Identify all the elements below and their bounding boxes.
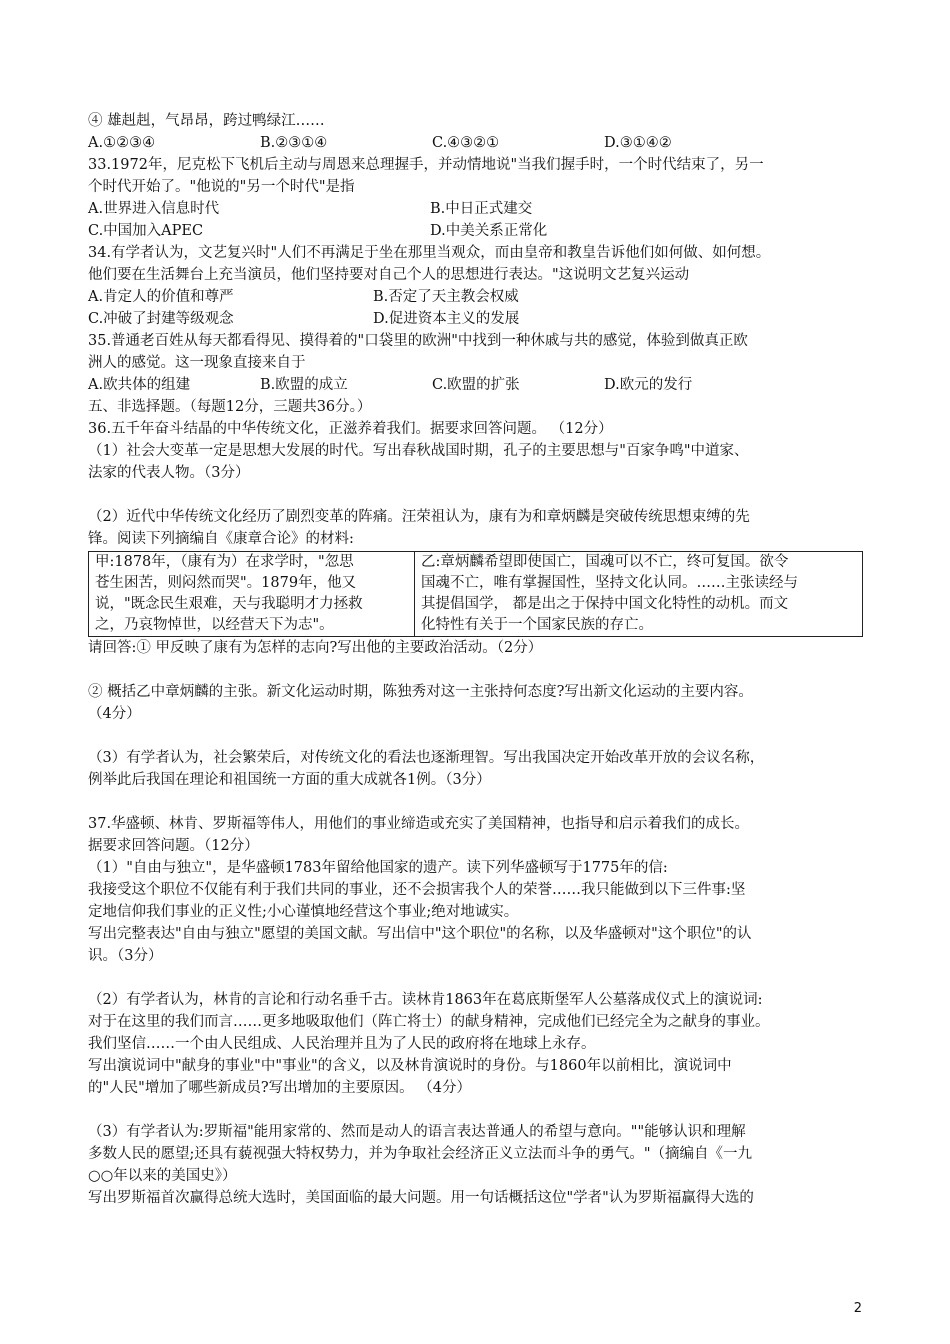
- q37-part1-ask-cont: 识。（3分）: [88, 948, 163, 964]
- q33-options-row1: [88, 198, 863, 220]
- q37-part2-speech-cont: 我们坚信……一个由人民组成、人民治理并且为了人民的政府将在地球上永存。: [88, 1036, 596, 1052]
- q37-part2-ask-cont: 的"人民"增加了哪些新成员?写出增加的主要原因。 （4分）: [88, 1080, 471, 1096]
- page-number: 2: [853, 1301, 862, 1316]
- q32-options: [88, 132, 863, 154]
- q37-part1-ask: 写出完整表达"自由与独立"愿望的美国文献。写出信中"这个职位"的名称，以及华盛顿对"这个职位"的认: [88, 926, 752, 942]
- exam-page: [88, 110, 863, 1209]
- q33-option-a[interactable]: A.世界进入信息时代: [88, 201, 220, 217]
- q36-part1-cont: 法家的代表人物。（3分）: [88, 465, 250, 481]
- q35-option-a[interactable]: A.欧共体的组建: [88, 377, 191, 393]
- q33-stem: 33.1972年，尼克松下飞机后主动与周恩来总理握手，并动情地说"当我们握手时，一个时代结束了，另一: [88, 157, 764, 173]
- q36-ask2: ② 概括乙中章炳麟的主张。新文化运动时期，陈独秀对这一主张持何态度?写出新文化运动的主要内容。: [88, 684, 753, 700]
- q36-part2-cont: 锋。阅读下列摘编自《康章合论》的材料:: [88, 531, 354, 547]
- answer-space[interactable]: [88, 791, 863, 813]
- q33-option-c[interactable]: C.中国加入APEC: [88, 223, 204, 239]
- q34-option-c[interactable]: C.冲破了封建等级观念: [88, 311, 234, 327]
- q37-part1-letter-cont: 定地信仰我们事业的正义性;小心谨慎地经营这个事业;绝对地诚实。: [88, 904, 519, 920]
- q32-item-4: ④ 雄赳赳，气昂昂，跨过鸭绿江……: [88, 113, 325, 129]
- q34-option-d[interactable]: D.促进资本主义的发展: [373, 311, 520, 327]
- q33-stem-cont: 个时代开始了。"他说的"另一个时代"是指: [88, 179, 355, 195]
- section-5-heading: 五、非选择题。（每题12分，三题共36分。）: [88, 399, 372, 415]
- q36-part2: （2）近代中华传统文化经历了剧烈变革的阵痛。汪荣祖认为，康有为和章炳麟是突破传统思想束缚的先: [88, 509, 750, 525]
- q35-option-c[interactable]: C.欧盟的扩张: [432, 377, 520, 393]
- q33-option-d[interactable]: D.中美关系正常化: [430, 223, 548, 239]
- answer-space[interactable]: [88, 484, 863, 506]
- q35-option-b[interactable]: B.欧盟的成立: [260, 377, 348, 393]
- q37-part2-ask: 写出演说词中"献身的事业"中"事业"的含义，以及林肯演说时的身份。与1860年以前相比，演说词中: [88, 1058, 732, 1074]
- q34-stem: 34.有学者认为，文艺复兴时"人们不再满足于坐在那里当观众，而由皇帝和教皇告诉他们如何做、如何想。: [88, 245, 771, 261]
- q33-options-row2: [88, 220, 863, 242]
- answer-space[interactable]: [88, 659, 863, 681]
- answer-space[interactable]: [88, 967, 863, 989]
- q36-ask1: 请回答:① 甲反映了康有为怎样的志向?写出他的主要政治活动。（2分）: [88, 640, 543, 656]
- q37-stem-cont: 据要求回答问题。（12分）: [88, 838, 259, 854]
- q37-part3-cont: 多数人民的愿望;还具有藐视强大特权势力，并为争取社会经济正义立法而斗争的勇气。"（摘编自《一九: [88, 1146, 753, 1162]
- q35-stem-cont: 洲人的感觉。这一现象直接来自于: [88, 355, 306, 371]
- q34-stem-cont: 他们要在生活舞台上充当演员，他们坚持要对自己个人的思想进行表达。"这说明文艺复兴运动: [88, 267, 690, 283]
- q36-stem: 36.五千年奋斗结晶的中华传统文化，正滋养着我们。据要求回答问题。 （12分）: [88, 421, 613, 437]
- q37-part2: （2）有学者认为，林肯的言论和行动名垂千古。读林肯1863年在葛底斯堡军人公墓落成仪式上的演说词:: [88, 992, 763, 1008]
- q37-part1: （1）"自由与独立"，是华盛顿1783年留给他国家的遗产。读下列华盛顿写于1775年的信:: [88, 860, 668, 876]
- q36-part3: （3）有学者认为，社会繁荣后，对传统文化的看法也逐渐理智。写出我国决定开始改革开放的会议名称，: [88, 750, 765, 766]
- answer-space[interactable]: [88, 1099, 863, 1121]
- q32-option-c[interactable]: C.④③②①: [432, 135, 500, 151]
- q35-options: [88, 374, 863, 396]
- q36-part3-cont: 例举此后我国在理论和祖国统一方面的重大成就各1例。（3分）: [88, 772, 491, 788]
- q37-part3-source: ○○年以来的美国史》）: [88, 1168, 237, 1184]
- q37-part2-speech: 对于在这里的我们而言……更多地吸取他们（阵亡将士）的献身精神，完成他们已经完全为之献身的事业。: [88, 1014, 770, 1030]
- q32-option-d[interactable]: D.③①④②: [604, 135, 672, 151]
- q36-part1: （1）社会大变革一定是思想大发展的时代。写出春秋战国时期，孔子的主要思想与"百家争鸣"中道家、: [88, 443, 749, 459]
- material-yi: 乙:章炳麟希望即使国亡，国魂可以不亡，终可复国。欲令 国魂不亡，唯有掌握国性，坚持文化认同。……主张读经与 其提倡国学， 都是出之于保持中国文化特性的动机。而文 化特性有关于一个国家民族的存亡。: [415, 552, 863, 637]
- q33-option-b[interactable]: B.中日正式建交: [430, 201, 533, 217]
- q34-option-b[interactable]: B.否定了天主教会权威: [373, 289, 519, 305]
- q32-option-a[interactable]: A.①②③④: [88, 135, 156, 151]
- q37-part3: （3）有学者认为:罗斯福"能用家常的、然而是动人的语言表达普通人的希望与意向。""能够认识和理解: [88, 1124, 746, 1140]
- q37-part1-letter: 我接受这个职位不仅能有利于我们共同的事业，还不会损害我个人的荣誉……我只能做到以下三件事:坚: [88, 882, 746, 898]
- q35-option-d[interactable]: D.欧元的发行: [604, 377, 693, 393]
- q34-option-a[interactable]: A.肯定人的价值和尊严: [88, 289, 234, 305]
- q34-options-row2: [88, 308, 863, 330]
- q37-stem: 37.华盛顿、林肯、罗斯福等伟人，用他们的事业缔造或充实了美国精神，也指导和启示着我们的成长。: [88, 816, 750, 832]
- q36-material-table: [88, 551, 863, 637]
- q35-stem: 35.普通老百姓从每天都看得见、摸得着的"口袋里的欧洲"中找到一种休戚与共的感觉，体验到做真正欧: [88, 333, 748, 349]
- q34-options-row1: [88, 286, 863, 308]
- q36-ask2-cont: （4分）: [88, 706, 141, 722]
- material-jia: 甲:1878年，（康有为）在求学时，"忽思 苍生困苦，则闷然而哭"。1879年，他又 说，"既念民生艰难，天与我聪明才力拯救 之，乃哀物悼世，以经营天下为志"。: [89, 552, 415, 637]
- q37-part3-ask: 写出罗斯福首次赢得总统大选时，美国面临的最大问题。用一句话概括这位"学者"认为罗斯福赢得大选的: [88, 1190, 754, 1206]
- answer-space[interactable]: [88, 725, 863, 747]
- q32-option-b[interactable]: B.②③①④: [260, 135, 328, 151]
